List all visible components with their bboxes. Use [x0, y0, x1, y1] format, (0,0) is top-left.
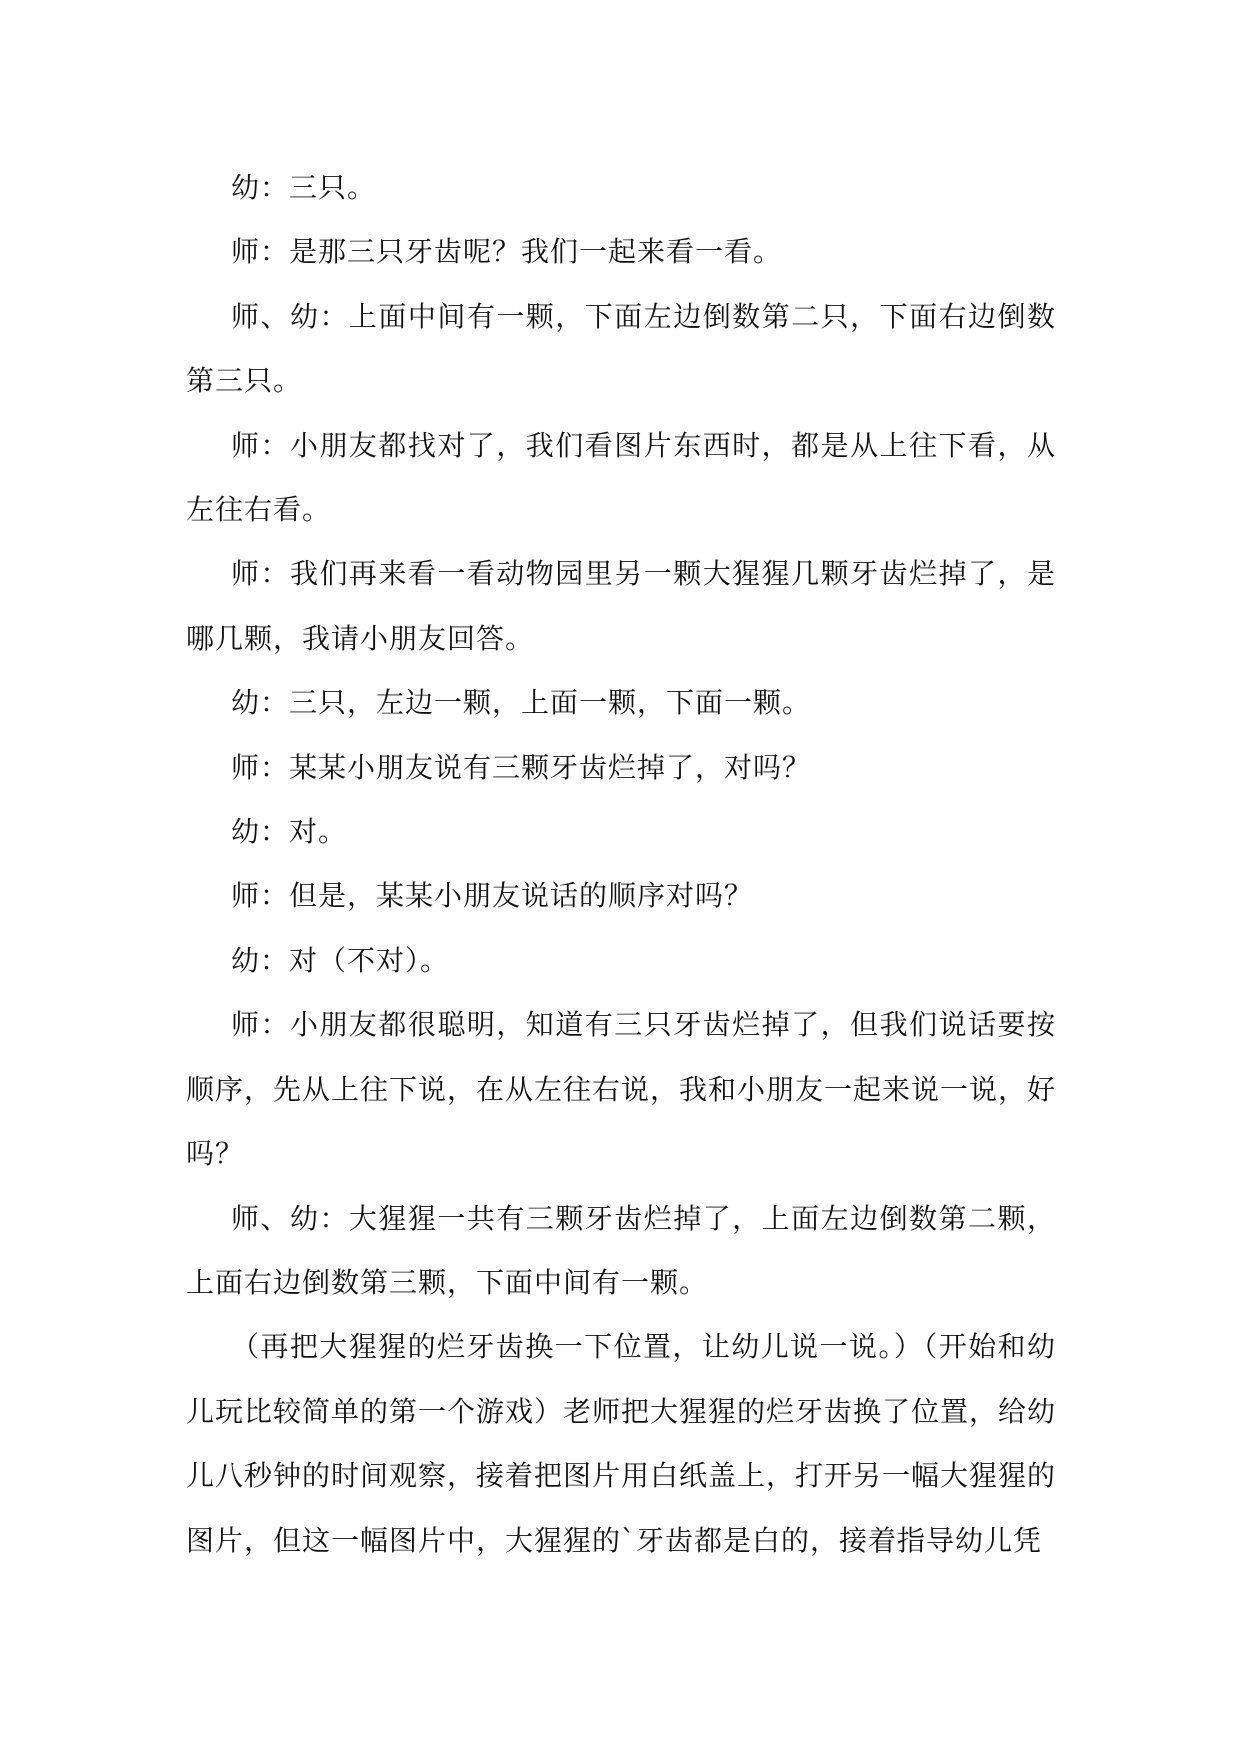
paragraph-3: 师、幼：上面中间有一颗，下面左边倒数第二只，下面右边倒数第三只。	[186, 299, 1056, 398]
paragraph-13: （再把大猩猩的烂牙齿换一下位置，让幼儿说一说。）（开始和幼儿玩比较简单的第一个游戏）老师把大猩猩的烂牙齿换了位置，给幼儿八秒钟的时间观察，接着把图片用白纸盖上，打开另一幅大猩猩的图片，但这一幅图片中，大猩猩的`牙齿都是白的，接着指导幼儿凭	[186, 1330, 1057, 1557]
paragraph-5: 师：我们再来看一看动物园里另一颗大猩猩几颗牙齿烂掉了，是哪几颗，我请小朋友回答。	[186, 557, 1056, 655]
paragraph-12: 师、幼：大猩猩一共有三颗牙齿烂掉了，上面左边倒数第二颗，上面右边倒数第三颗，下面中间有一颗。	[186, 1201, 1056, 1299]
paragraph-6: 幼：三只，左边一颗，上面一颗，下面一颗。	[231, 686, 812, 720]
paragraph-7: 师：某某小朋友说有三颗牙齿烂掉了，对吗？	[231, 750, 812, 784]
paragraph-4: 师：小朋友都找对了，我们看图片东西时，都是从上往下看，从左往右看。	[186, 428, 1056, 527]
paragraph-8: 幼：对。	[231, 815, 348, 849]
document-body	[186, 156, 1056, 1573]
paragraph-11: 师：小朋友都很聪明，知道有三只牙齿烂掉了，但我们说话要按顺序，先从上往下说，在从左往右说，我和小朋友一起来说一说，好吗？	[186, 1008, 1057, 1171]
paragraph-9: 师：但是，某某小朋友说话的顺序对吗？	[231, 879, 754, 913]
paragraph-2: 师：是那三只牙齿呢？我们一起来看一看。	[231, 235, 783, 269]
paragraph-1: 幼：三只。	[231, 171, 377, 204]
paragraph-10: 幼：对（不对）。	[231, 943, 450, 977]
